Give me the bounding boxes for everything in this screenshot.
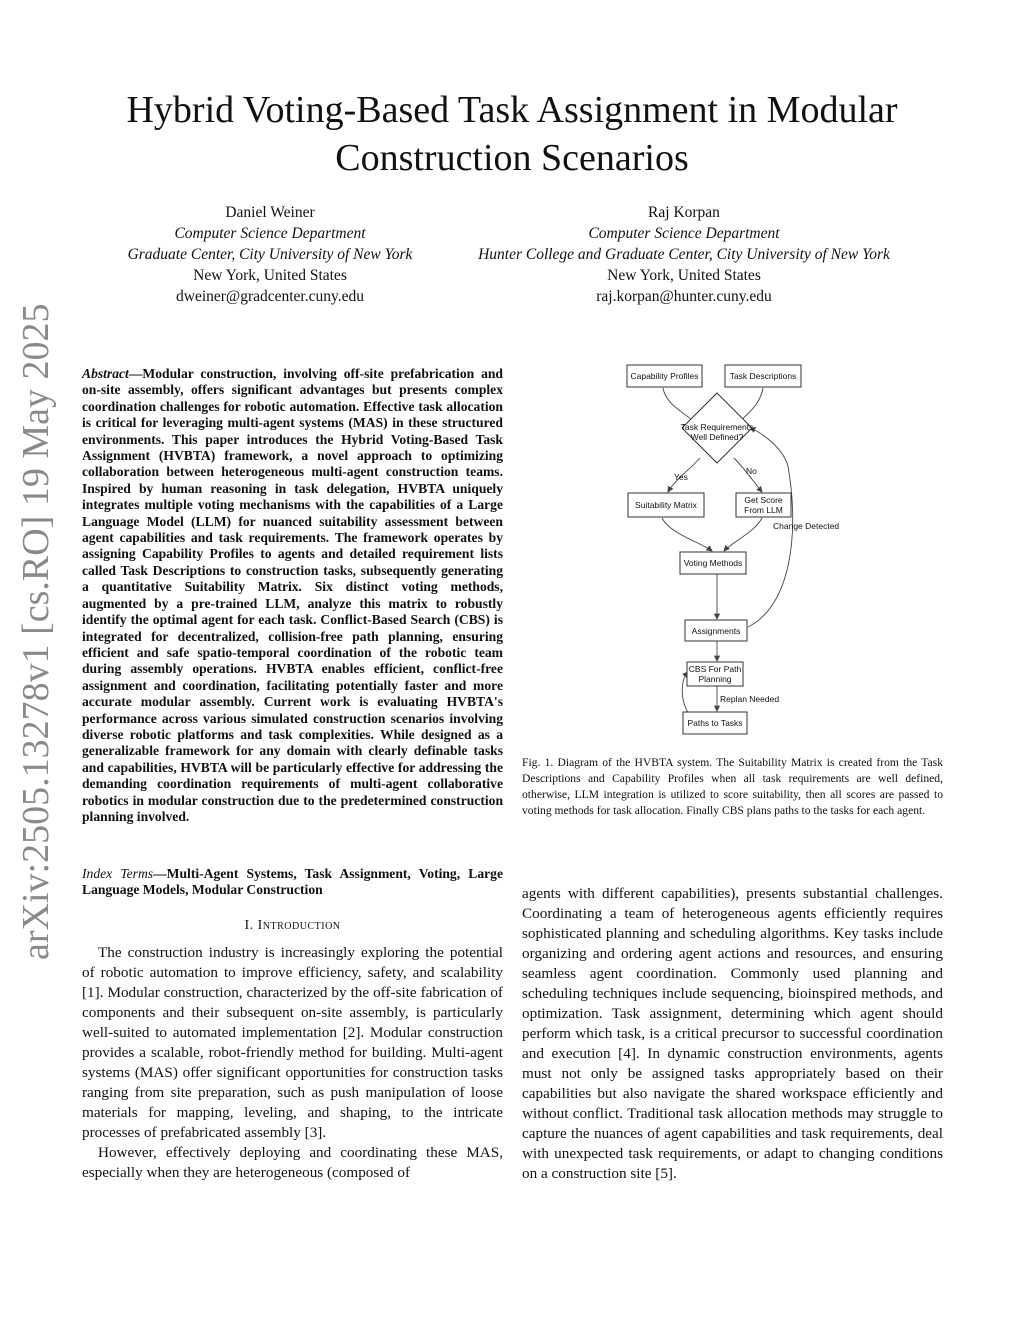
node-decision bbox=[681, 393, 754, 463]
node-paths-to-tasks bbox=[683, 712, 747, 734]
intro-paragraph: The construction industry is increasingly exploring the potential of robotic automation to improve efficiency, safety, and scalability [1]. Modular construction, characterized by the off-site fabrication of components and their subsequent on-site assembly, is particularly well-suited to automated implementation [2]. Modular construction provides a scalable, robot-friendly method for building. Multi-agent systems (MAS) offer significant opportunities for construction tasks ranging from site preparation, such as push manipulation of loose materials for mapping, leveling, and shaping, to the intricate processes of prefabricated assembly [3]. bbox=[82, 944, 503, 1141]
author-name: Daniel Weiner bbox=[225, 204, 315, 221]
author-location: New York, United States bbox=[193, 267, 347, 284]
cbs-label-line-1: CBS For Path bbox=[688, 664, 742, 674]
author-department: Computer Science Department bbox=[588, 225, 780, 242]
author-name: Raj Korpan bbox=[648, 204, 720, 221]
abstract-lead: Abstract bbox=[82, 366, 129, 381]
index-terms-text: —Multi-Agent Systems, Task Assignment, Voting, Large Language Models, Modular Construction bbox=[82, 866, 503, 898]
node-capability-profiles bbox=[627, 365, 702, 387]
edge-label-replan-needed: Replan Needed bbox=[720, 694, 780, 704]
section-title: Introduction bbox=[257, 918, 341, 933]
author-institution: Graduate Center, City University of New York bbox=[127, 246, 413, 263]
author-email: dweiner@gradcenter.cuny.edu bbox=[176, 288, 364, 305]
author-department: Computer Science Department bbox=[174, 225, 366, 242]
section-heading bbox=[82, 918, 503, 934]
node-voting-methods bbox=[680, 552, 746, 574]
author-email: raj.korpan@hunter.cuny.edu bbox=[596, 288, 772, 305]
node-suitability-matrix bbox=[628, 493, 704, 517]
right-column-text bbox=[522, 884, 943, 1184]
edge-score-to-voting bbox=[724, 518, 762, 551]
assignments-label: Assignments bbox=[691, 626, 741, 636]
index-terms-lead: Index Terms bbox=[82, 866, 154, 881]
cbs-label-line-2: Planning bbox=[698, 674, 732, 684]
edge-label-no: No bbox=[746, 466, 757, 476]
node-cbs bbox=[687, 662, 743, 686]
hvbta-diagram bbox=[600, 356, 860, 746]
task-descriptions-label: Task Descriptions bbox=[729, 371, 797, 381]
index-terms bbox=[82, 866, 503, 899]
author-block-1 bbox=[100, 202, 440, 307]
decision-label-line-1: Task Requirements bbox=[680, 422, 754, 432]
abstract-text: —Modular construction, involving off-site prefabrication and on-site assembly, offers significant advantages but presents complex coordination challenges for robotic automation. Effective task allocation is critical for leveraging multi-agent systems (MAS) in these structured environments. This paper introduces the Hybrid Voting-Based Task Assignment (HVBTA) framework, a novel approach to optimizing collaboration between heterogeneous multi-agent construction teams. Inspired by human reasoning in task delegation, HVBTA uniquely integrates multiple voting mechanisms with the capabilities of a Large Language Model (LLM) for nuanced suitability assessment between agent capabilities and task requirements. The framework operates by assigning Capability Profiles to agents and detailed requirement lists called Task Descriptions to construction tasks, subsequently generating a quantitative Suitability Matrix. Six distinct voting methods, augmented by a pre-trained LLM, analyze this matrix to robustly identify the optimal agent for each task. Conflict-Based Search (CBS) is integrated for decentralized, collision-free path planning, ensuring efficient and safe spatio-temporal coordination of the robotic team during assembly operations. HVBTA enables efficient, conflict-free assignment and coordination, facilitating potentially faster and more accurate modular assembly. Current work is evaluating HVBTA's performance across various simulated construction scenarios involving diverse robotic platforms and task complexities. While designed as a generalizable framework for any domain with clearly definable tasks and capabilities, HVBTA will be particularly effective for addressing the demanding coordination requirements of multi-agent collaborative robotics in modular construction due to the predetermined construction planning involved. bbox=[82, 366, 503, 824]
suitability-matrix-label: Suitability Matrix bbox=[635, 500, 697, 510]
author-location: New York, United States bbox=[607, 267, 761, 284]
node-assignments bbox=[685, 620, 747, 641]
right-column-paragraph: agents with different capabilities), presents substantial challenges. Coordinating a team of heterogeneous agents efficiently requires sophisticated planning and scheduling algorithms. Key tasks include organizing and ordering agent actions and resources, and ensuring seamless agent coordination. Commonly used planning and scheduling techniques include sequencing, bioinspired methods, and optimization. Task assignment, determining which agent should perform which task, is a critical precursor to successful coordination and execution [4]. In dynamic construction environments, agents must not only be assigned tasks appropriately based on their capabilities but also navigate the shared workspace efficiently and without conflict. Traditional task allocation methods may struggle to capture the nuances of agent capabilities and task requirements, deal with unexpected task requirements, or adapt to changing conditions on a construction site [5]. bbox=[522, 885, 943, 1182]
get-score-label-line-2: From LLM bbox=[744, 505, 783, 515]
introduction-text bbox=[82, 943, 503, 1183]
intro-paragraph: However, effectively deploying and coordinating these MAS, especially when they are heterogeneous (composed of bbox=[82, 1144, 503, 1181]
edge-matrix-to-voting bbox=[662, 518, 712, 551]
capability-profiles-label: Capability Profiles bbox=[630, 371, 699, 381]
section-number: I. bbox=[244, 918, 254, 933]
node-task-descriptions bbox=[725, 365, 801, 387]
node-get-score bbox=[736, 493, 791, 517]
author-institution: Hunter College and Graduate Center, City University of New York bbox=[478, 246, 890, 263]
title-line-2: Construction Scenarios bbox=[335, 137, 689, 179]
title-line-1: Hybrid Voting-Based Task Assignment in Modular bbox=[126, 89, 898, 131]
get-score-label-line-1: Get Score bbox=[744, 495, 783, 505]
paths-to-tasks-label: Paths to Tasks bbox=[687, 718, 743, 728]
edge-label-yes: Yes bbox=[674, 472, 688, 482]
voting-methods-label: Voting Methods bbox=[683, 558, 743, 568]
author-block-2 bbox=[440, 202, 928, 307]
edge-label-change-detected: Change Detected bbox=[773, 521, 840, 531]
paper-title bbox=[60, 86, 964, 182]
arxiv-margin-identifier: arXiv:2505.13278v1 [cs.RO] 19 May 2025 bbox=[15, 303, 57, 960]
figure-caption: Fig. 1. Diagram of the HVBTA system. The Suitability Matrix is created from the Task Descriptions and Capability Profiles when all task requirements are well defined, otherwise, LLM integration is utilized to score suitability, then all scores are passed to voting methods for task allocation. Finally CBS plans paths to the tasks for each agent. bbox=[522, 756, 943, 817]
abstract bbox=[82, 366, 503, 825]
decision-label-line-2: Well Defined? bbox=[690, 432, 744, 442]
